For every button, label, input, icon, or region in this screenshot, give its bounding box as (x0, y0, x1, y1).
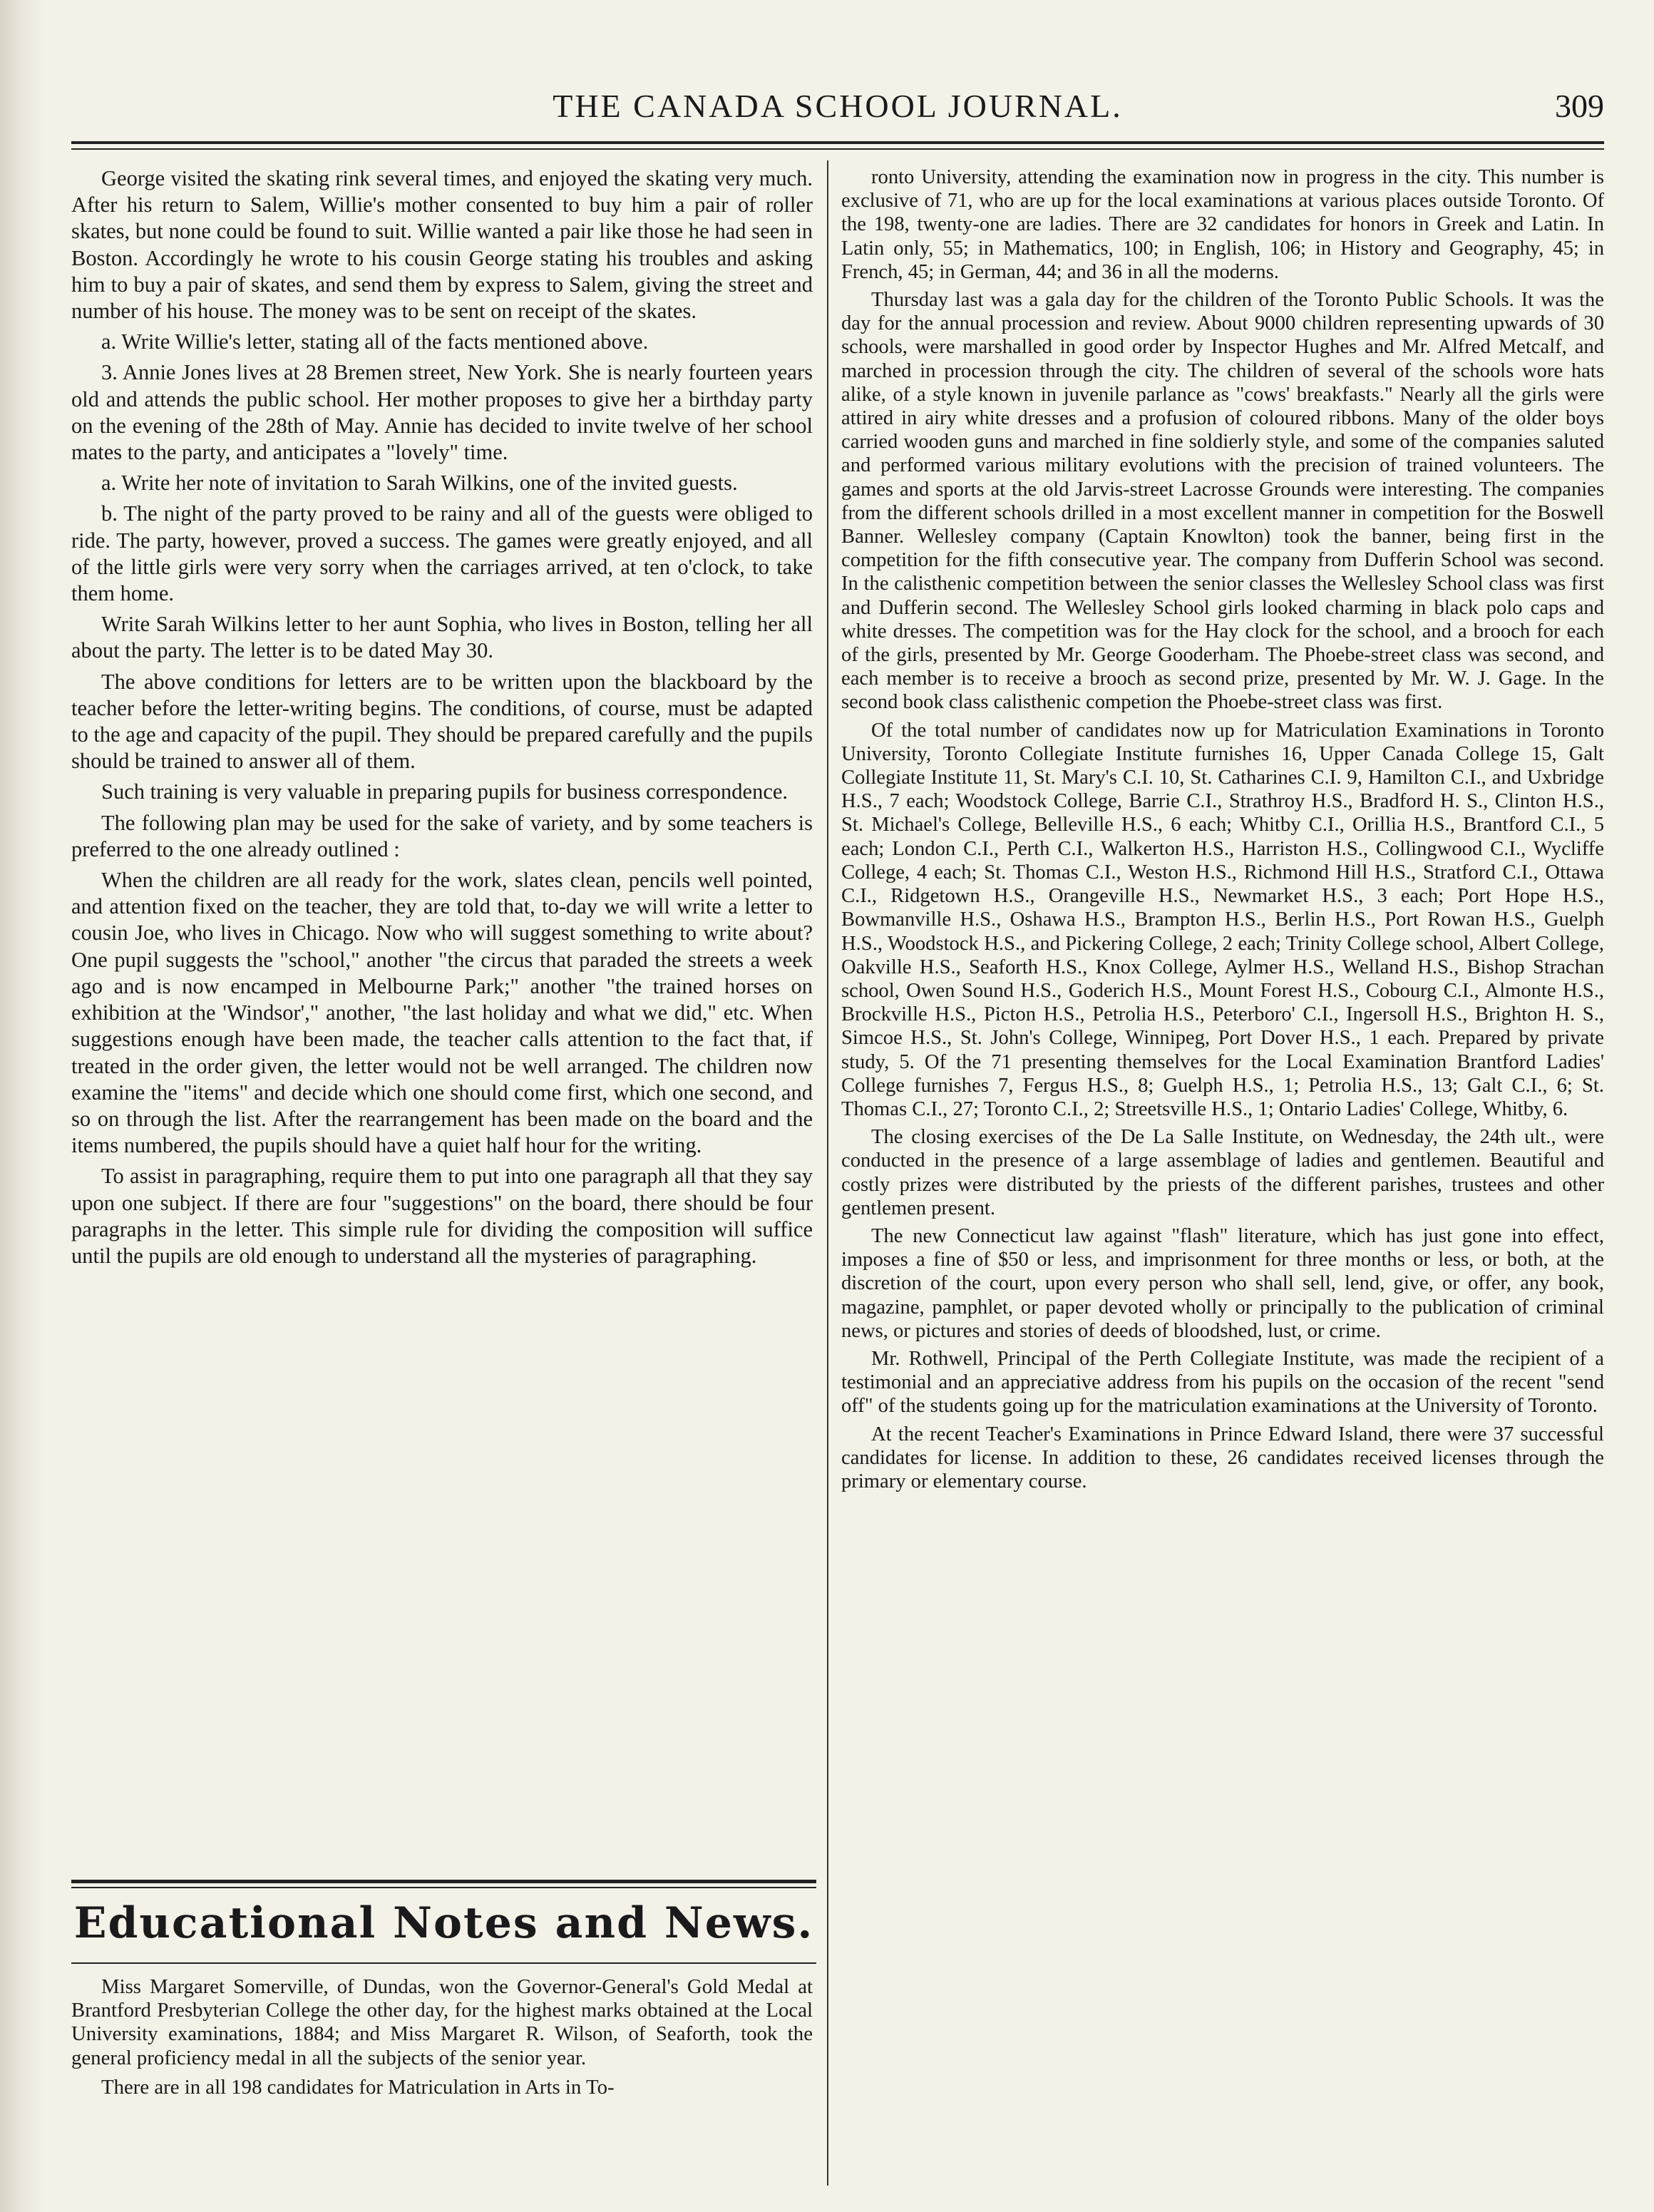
paragraph: George visited the skating rink several times, and enjoyed the skating very much. After his return to Salem, Willie's mother consented to buy him a pair of roller skates, but none could be found to suit. Willie wanted a pair like those he had seen in Boston. Accordingly he wrote to his cousin George stating his troubles and asking him to buy a pair of skates, and send them by express to Salem, giving the street and number of his house. The money was to be sent on receipt of the skates. (71, 166, 813, 324)
section-rule (71, 1880, 816, 1883)
section-rule-bottom (71, 1962, 816, 1964)
news-item: There are in all 198 candidates for Matriculation in Arts in To- (101, 2075, 615, 2099)
news-item: The closing exercises of the De La Salle Institute, on Wednesday, the 24th ult., were conducted in the presence of a large assemblage of ladies and gentlemen. Beautiful and costly prizes were distributed by the priests of the different parishes, trustees and other gentlemen present. (841, 1126, 1604, 1219)
news-item: Of the total number of candidates now up for Matriculation Examinations in Toronto University, Toronto Collegiate Institute furnishes 16, Upper Canada College 15, Galt Collegiate Institute 11, St. Mary's C.I. 10, St. Catharines C.I. 9, Hamilton C.I., and Uxbridge H.S., 7 each; Woodstock College, Barrie C.I., Strathroy H.S., Bradford H. S., Clinton H.S., St. Michael's College, Belleville H.S., 6 each; Whitby C.I., Orillia H.S., Brantford C.I., 5 each; London C.I., Perth C.I., Walkerton H.S., Harriston H.S., Collingwood C.I., Wycliffe College, 4 each; St. Thomas C.I., Weston H.S., Richmond Hill H.S., Stratford C.I., Ottawa C.I., Ridgetown H.S., Orangeville H.S., Newmarket H.S., 3 each; Port Hope H.S., Bowmanville H.S., Oshawa H.S., Brampton H.S., Berlin H.S., Port Rowan H.S., Guelph H.S., Woodstock H.S., and Pickering College, 2 each; Trinity College school, Albert College, Oakville H.S., Seaforth H.S., Knox College, Aylmer H.S., Welland H.S., Bishop Strachan school, Owen Sound H.S., Goderich H.S., Mount Forest H.S., Cobourg C.I., Almonte H.S., Brockville H.S., Picton H.S., Petrolia H.S., Peterboro' C.I., Ingersoll H.S., Brighton H. S., Simcoe H.S., St. John's College, Winnipeg, Port Dover H.S., 1 each. Prepared by private study, 5. Of the 71 presenting themselves for the Local Examination Brantford Ladies' College furnishes 7, Fergus H.S., 8; Guelph H.S., 1; Petrolia H.S., 13; Galt C.I., 6; St. Thomas C.I., 27; Toronto C.I., 2; Streetsville H.S., 1; Ontario Ladies' College, Whitby, 6. (841, 719, 1604, 1120)
page-number: 309 (1555, 88, 1604, 124)
news-item: Thursday last was a gala day for the children of the Toronto Public Schools. It was the day for the annual procession and review. About 9000 children representing upwards of 30 schools, were marshalled in good order by Inspector Hughes and Mr. Alfred Metcalf, and marched in procession through the city. The children of several of the schools wore hats alike, of a style known in juvenile parlance as "cows' breakfasts." Nearly all the girls were attired in airy white dresses and a profusion of coloured ribbons. Many of the older boys carried wooden guns and marched in fine soldierly style, and some of the companies saluted and performed various military evolutions with the precision of trained volunteers. The games and sports at the old Jarvis-street Lacrosse Grounds were interesting. The companies from the different schools drilled in a most excellent manner in competition for the Boswell Banner. Wellesley company (Captain Knowlton) took the banner, being first in the competition for the fifth consecutive year. The company from Dufferin School was second. In the calisthenic competition between the senior classes the Wellesley School class was first and Dufferin second. The Wellesley School girls looked charming in black polo caps and white dresses. The competition was for the Hay clock for the school, and a brooch for each of the girls, presented by Mr. George Gooderham. The Phoebe-street class was second, and each member is to receive a brooch as second prize, presented by Mr. W. J. Gage. In the second book class calisthenic competion the Phoebe-street class was first. (841, 289, 1604, 714)
paragraph: a. Write her note of invitation to Sarah Wilkins, one of the invited guests. (101, 471, 738, 496)
paragraph: Such training is very valuable in preparing pupils for business correspondence. (101, 779, 789, 804)
column-divider (827, 160, 828, 2186)
paragraph: The following plan may be used for the sake of variety, and by some teachers is preferred to the one already outlined : (71, 810, 813, 861)
left-column (71, 165, 813, 1274)
page-header (71, 84, 1604, 141)
paragraph: When the children are all ready for the work, slates clean, pencils well pointed, and attention fixed on the teacher, they are told that, to-day we will write a letter to cousin Joe, who lives in Chicago. Now who will suggest something to write about? One pupil suggests the "school," another "the circus that paraded the streets a week ago and is now encamped in Melbourne Park;" another "the trained horses on exhibition at the 'Windsor'," another, "the last holiday and what we did," etc. When suggestions enough have been made, the teacher calls attention to the fact that, if treated in the order given, the letter would not be well arranged. The children now examine the "items" and decide which one should come first, which one second, and so on through the list. After the rearrangement has been made on the board and the items numbered, the pupils should have a quiet half hour for the writing. (71, 868, 813, 1158)
paragraph: a. Write Willie's letter, stating all of the facts mentioned above. (101, 329, 649, 354)
header-rule-thin (71, 148, 1604, 150)
news-item: Mr. Rothwell, Principal of the Perth Collegiate Institute, was made the recipient of a testimonial and an appreciative address from his pupils on the occasion of the recent "send off" of the students going up for the matriculation examinations at the University of Toronto. (841, 1347, 1604, 1418)
paragraph: Write Sarah Wilkins letter to her aunt Sophia, who lives in Boston, telling her all about the party. The letter is to be dated May 30. (71, 612, 813, 663)
news-item: The new Connecticut law against "flash" literature, which has just gone into effect, imposes a fine of $50 or less, and imprisonment for three months or less, or both, at the discretion of the court, upon every person who shall sell, lend, give, or offer, any book, magazine, pamphlet, or paper devoted wholly or principally to the publication of criminal news, or pictures and stories of deeds of bloodshed, lust, or crime. (841, 1224, 1604, 1342)
paragraph: b. The night of the party proved to be rainy and all of the guests were obliged to ride. The party, however, proved a success. The games were greatly enjoyed, and all of the little girls were very sorry when the carriages arrived, at ten o'clock, to take them home. (71, 501, 813, 606)
news-item: At the recent Teacher's Examinations in Prince Edward Island, there were 37 successful candidates for license. In addition to these, 26 candidates received licenses through the primary or elementary course. (841, 1423, 1604, 1492)
notes-column (71, 1975, 813, 2105)
paragraph: To assist in paragraphing, require them to put into one paragraph all that they say upon one subject. If there are four "suggestions" on the board, there should be four paragraphs in the letter. This simple rule for dividing the composition will suffice until the pupils are old enough to understand all the mysteries of paragraphing. (71, 1164, 813, 1268)
news-item: Miss Margaret Somerville, of Dundas, won the Governor-General's Gold Medal at Brantford Presbyterian College the other day, for the highest marks obtained at the Local University examinations, 1884; and Miss Margaret R. Wilson, of Seaforth, took the general proficiency medal in all the subjects of the senior year. (71, 1975, 813, 2069)
page-binding-edge (0, 0, 43, 2212)
running-title: THE CANADA SCHOOL JOURNAL. (553, 88, 1123, 124)
paragraph: 3. Annie Jones lives at 28 Bremen street, New York. She is nearly fourteen years old and attends the public school. Her mother proposes to give her a birthday party on the evening of the 28th of May. Annie has decided to invite twelve of her school mates to the party, and anticipates a "lovely" time. (71, 360, 813, 465)
header-rule (71, 141, 1604, 144)
paragraph: The above conditions for letters are to be written upon the blackboard by the teacher before the letter-writing begins. The conditions, of course, must be adapted to the age and capacity of the pupil. They should be prepared carefully and the pupils should be trained to answer all of them. (71, 669, 813, 774)
section-rule-thin (71, 1887, 816, 1888)
section-heading: Educational Notes and News. (73, 1898, 814, 1948)
right-column (841, 165, 1604, 1497)
news-item: ronto University, attending the examination now in progress in the city. This number is exclusive of 71, who are up for the local examinations at various places outside Toronto. Of the 198, twenty-one are ladies. There are 32 candidates for honors in Greek and Latin. In Latin only, 55; in Mathematics, 100; in English, 106; in History and Geography, 45; in French, 45; in German, 44; and 36 in all the moderns. (841, 166, 1604, 283)
